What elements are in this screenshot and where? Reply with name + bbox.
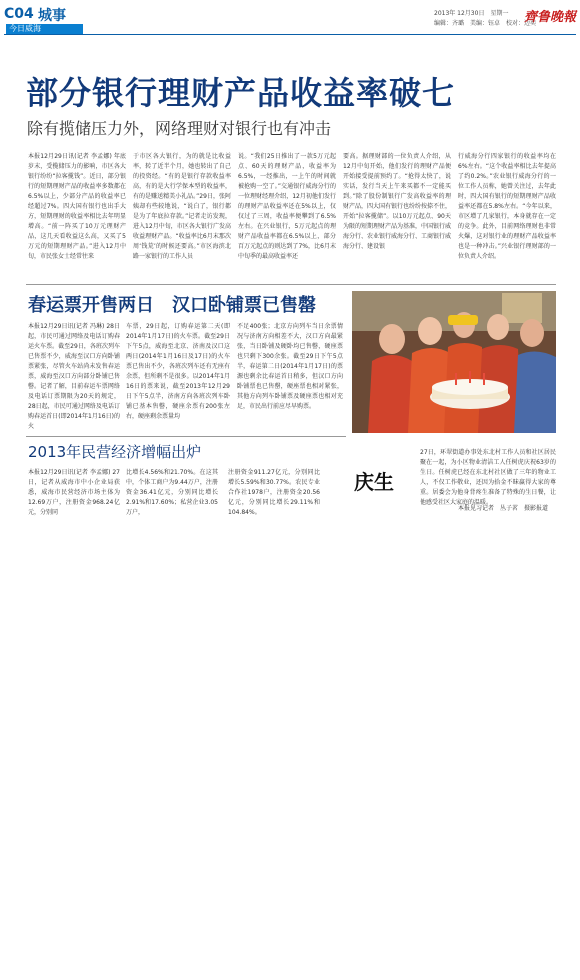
article2-col-1: 本报12月29日讯(记者 冯琳) 28日起，市民可通过网络及电话订购春运火车票。截至29日，各班次列车已售票不少，威海至汉口方向卧铺票紧张，尽管火车站尚未发售春运票，威海至汉口方向部分卧铺已售罄。记者了解，目前春运车票网络及电话订票期限为20天的规定，28日起，市民可通过网络及电话订购春运首日(即2014年1月16日)的火 xyxy=(28,323,120,430)
main-article-col-1: 本报12月29日讯(记者 李孟娜) 年底岁末，受揽储压力的影响，市区各大银行纷纷“拉客揽钱”。近日，部分银行的短期理财产品的收益率多数都在6.5%以上，少部分产品的收益率已经超过7%。四大国有银行也出手大方，短期理财的收益率相比去年明显增高。“前一阵买了10万元理财产品，这几天看收益这么高，又买了5万元的短期理财产品。”进入12月中旬，市民张女士经常往来 xyxy=(28,153,126,260)
article3-headline: 2013年民营经济增幅出炉 xyxy=(28,443,202,461)
main-article-col-5: 行威海分行四家银行的收益率均在6%左右。“这个收益率相比去年提高了约0.2%。”农业银行威海分行的一位工作人员称，她曾关注过，去年此时，四大国有银行的短期理财产品收益率还都在5.8%左右。“今年以来，市区增了几家银行，本身就存在一定的竞争。此外，目前网络理财也非常火爆，这对银行业的理财产品收益率也是一种冲击。”兴业银行理财部的一位负责人介绍。 xyxy=(458,153,556,260)
date-line: 2013年 12月30日 星期一 xyxy=(434,10,509,17)
section-divider xyxy=(26,284,556,285)
article2-col-3: 不足400张；北京方向列车当日余票情况与济南方向相差不大，汉口方向最紧张，当日卧铺及硬卧均已售罄，硬座票也只剩下300余张。截至29日下午5点半，春运第二日(2014年1月17日)的票源也剩余比春运首日稍多，但汉口方向卧铺票也已售罄，硬座票也相对紧张，其他方向列车卧铺票及硬座票也相对充足，市民出行前应尽早购票。 xyxy=(237,323,343,410)
newspaper-logo: 齊鲁晚報 xyxy=(524,10,577,25)
page-code: C04 xyxy=(4,6,34,22)
photo-caption-text: 27日，环翠街道办事处东北村工作人员和社区居民聚在一起，为小区物业清洁工人任树虎庆祝63岁的生日。任树虎已经在东北村社区做了三年的物业工人，不仅工作敬业，还因为拾金不昧赢得大家的尊重。居委会为他身背疼生准备了特殊的生日餐，让他感受社区大家庭的温暖。 xyxy=(420,449,556,506)
blank-area xyxy=(4,520,576,976)
article3-col-2: 比增长4.56%和21.70%。在这其中，个体工商户为9.44万户，注册资金36.41亿元，分别同比增长2.91%和17.60%；私营企业3.05万户， xyxy=(126,469,218,516)
main-article-col-3: 说。“我们25日推出了一款5万元起点、60天的理财产品，收益率为6.5%，一经推出，一上午的时间就被抢购一空了。”交通银行威海分行的一位理财经理介绍，12月初他们发行的理财产品收益率还在5%以上，仅仅过了三周，收益率便攀到了6.5%左右。在兴业银行，5万元起点的理财产品收益率都在6.5%以上，部分百万元起点的则达到了7%，比6月末中旬季的最高收益率还 xyxy=(238,153,336,260)
main-subhead: 除有揽储压力外，网络理财对银行也有冲击 xyxy=(27,119,332,138)
photo-caption-title: 庆生 xyxy=(354,470,394,494)
main-article-col-4: 要高。据理财部的一位负责人介绍，从12月中旬开始，他们发行的理财产品便开始接受提前预约了。“抢得太快了，说实话，发行当天上午来买都不一定能买到。”除了股份制银行广发高收益率的理财产品，四大国有银行也纷纷按捺不住，开始“拉客揽储”。以10万元起点、90天为限的短期理财产品为基准，中国银行威海分行、农业银行威海分行、工商银行威海分行、建设银 xyxy=(343,153,452,250)
editor-line: 编辑：齐璐 美编：钰卓 校对：边奕 xyxy=(434,20,537,27)
photo-credit: 本报见习记者 丛子茗 摄影报道 xyxy=(458,505,549,512)
article3-col-1: 本报12月29日讯(记者 李孟娜) 27日，记者从威海市中小企业局获悉，威海市民营经济市场主体为12.69万户，注册资金968.24亿元，分别同 xyxy=(28,469,120,516)
article2-headline: 春运票开售两日 汉口卧铺票已售罄 xyxy=(28,295,316,316)
main-article-col-2: 于市区各大银行，为的就是比收益率，转了近半个月，她也转出了自己的投资经。“有的是银行存款收益率高，有的是大行学保本型的收益率，有的是赚送精美小礼品。”29日，张阿姨却有些较地说，“说白了，银行都是为了年底拉存款。”记者走访发现，进入12月中旬，市区各大银行广发高收益理财产品。“收益率比6月末那次周‘钱荒’的时候还要高。”市区海滨北路一家银行的工作人员 xyxy=(133,153,231,260)
section-title: 城事 xyxy=(38,8,66,24)
birthday-photo xyxy=(352,291,556,433)
header-rule xyxy=(4,34,576,35)
section-divider-2 xyxy=(26,436,346,437)
page-header xyxy=(4,4,576,32)
article2-col-2: 车票，29日起，订购春运第二天(即2014年1月17日)的火车票。截至29日下午5点，威海至北京、济南及汉口这两日(2014年1月16日及17日)的火车票已售出不少，各班次列车还有无座有余票，但所剩不是很多。以2014年1月16日的票来说，截至2013年12月29日下午5点半，济南方向各班次列车卧铺已基本售罄，硬座余票有200张左右，硬座剩余票量均 xyxy=(126,323,230,420)
subsection-tag: 今日威海 xyxy=(6,24,83,34)
main-headline: 部分银行理财产品收益率破七 xyxy=(26,74,456,112)
article3-col-3: 注册资金911.27亿元，分别同比增长5.59%和30.77%。农民专业合作社1978户，注册资金20.56亿元，分别同比增长29.11%和104.84%。 xyxy=(228,469,320,516)
